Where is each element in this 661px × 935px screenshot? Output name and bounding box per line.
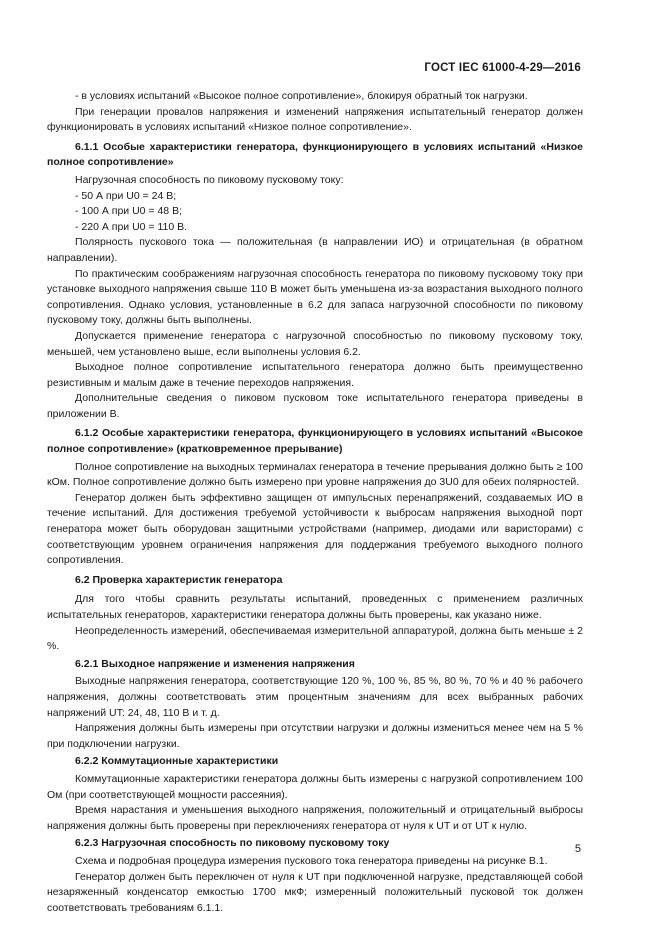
paragraph: - в условиях испытаний «Высокое полное сопротивление», блокируя обратный ток нагрузки.: [75, 90, 528, 102]
paragraph: Генератор должен быть эффективно защищен от импульсных перенапряжений, создаваемых ИО в течение испытаний. Для достижения требуемой устойчивости к выбросам напряжения выходной порт генератора может быть оборудован защитными устройствами (например, диодами или варисторами) с соответствующим уровнем ограничения напряжения для поддержания требуемого выходного полного сопротивления.: [47, 491, 583, 567]
paragraph: Напряжения должны быть измерены при отсутствии нагрузки и должны измениться менее чем на 5 % при подключении нагрузки.: [47, 722, 583, 750]
paragraph: Неопределенность измерений, обеспечиваемая измерительной аппаратурой, должна быть меньше ± 2 %.: [47, 624, 583, 653]
section-heading-6-1-1: 6.1.1 Особые характеристики генератора, функционирующего в условиях испытаний «Низкое полное сопротивление»: [47, 140, 583, 169]
document-body: [47, 89, 583, 916]
section-heading-6-2: 6.2 Проверка характеристик генератора: [75, 573, 283, 586]
paragraph: Полярность пускового тока — положительная (в направлении ИО) и отрицательная (в обратном направлении).: [47, 236, 583, 264]
paragraph: Время нарастания и уменьшения выходного напряжения, положительный и отрицательный выбросы напряжения должны быть проверены при переключениях генератора от нуля к UT и от UT к нулю.: [47, 804, 583, 832]
page-number: 5: [574, 843, 581, 855]
paragraph: Выходные напряжения генератора, соответствующие 120 %, 100 %, 85 %, 80 %, 70 % и 40 % рабочего напряжения, должны соответствовать этим процентным значениям для всех выбранных рабочих напряжений UT: 24, 48, 110 В и т. д.: [47, 675, 583, 719]
section-heading-6-2-3: 6.2.3 Нагрузочная способность по пиковому пусковому току: [75, 837, 390, 850]
list-item: - 50 А при U0 = 24 В;: [75, 189, 177, 202]
paragraph: Нагрузочная способность по пиковому пусковому току:: [75, 173, 344, 186]
section-heading-6-2-1: 6.2.1 Выходное напряжение и изменения напряжения: [75, 657, 355, 670]
section-heading-6-2-2: 6.2.2 Коммутационные характеристики: [75, 755, 279, 768]
paragraph: При генерации провалов напряжения и изменений напряжения испытательный генератор должен функционировать в условиях испытаний «Низкое полное сопротивление».: [47, 105, 583, 134]
paragraph: Допускается применение генератора с нагрузочной способностью по пиковому пусковому току, меньшей, чем установлено выше, если выполнены условия 6.2.: [47, 329, 583, 358]
paragraph: Схема и подробная процедура измерения пускового тока генератора приведены на рисунке В.1.: [75, 854, 548, 867]
list-item: - 100 А при U0 = 48 В;: [75, 205, 182, 218]
section-heading-6-1-2: 6.1.2 Особые характеристики генератора, функционирующего в условиях испытаний «Высокое полное сопротивление» (кратковременное прерывание): [47, 427, 583, 456]
paragraph: Полное сопротивление на выходных терминалах генератора в течение прерывания должно быть ≥ 100 кОм. Полное сопротивление должно быть измерено при уровне напряжения до 3U0 для обеих полярностей.: [47, 460, 583, 489]
paragraph: По практическим соображениям нагрузочная способность генератора по пиковому пусковому току при установке выходного напряжения свыше 110 В может быть уменьшена из-за возрастания выходного полного сопротивления. Однако условия, установленные в 6.2 для запаса нагрузочной способности по пиковому пусковому току, должны быть выполнены.: [47, 267, 583, 327]
paragraph: Коммутационные характеристики генератора должны быть измерены с нагрузкой сопротивлением 100 Ом (при соответствующей мощности рассеяния).: [47, 772, 583, 801]
paragraph: Для того чтобы сравнить результаты испытаний, проведенных с применением различных испытательных генераторов, характеристики генератора должны быть проверены, как указано ниже.: [47, 593, 583, 621]
paragraph: Выходное полное сопротивление испытательного генератора должно быть преимущественно резистивным и малым даже в течение переходов напряжения.: [47, 361, 583, 389]
paragraph: Генератор должен быть переключен от нуля к UT при подключенной нагрузке, представляющей собой незаряженный конденсатор емкостью 1700 мкФ; измеренный положительный пусковой ток должен соответствовать требованиям 6.1.1.: [47, 870, 583, 914]
paragraph: Дополнительные сведения о пиковом пусковом токе испытательного генератора приведены в приложении В.: [47, 392, 583, 420]
list-item: - 220 А при U0 = 110 В.: [75, 220, 188, 233]
standard-header: ГОСТ IEC 61000-4-29—2016: [424, 62, 581, 74]
